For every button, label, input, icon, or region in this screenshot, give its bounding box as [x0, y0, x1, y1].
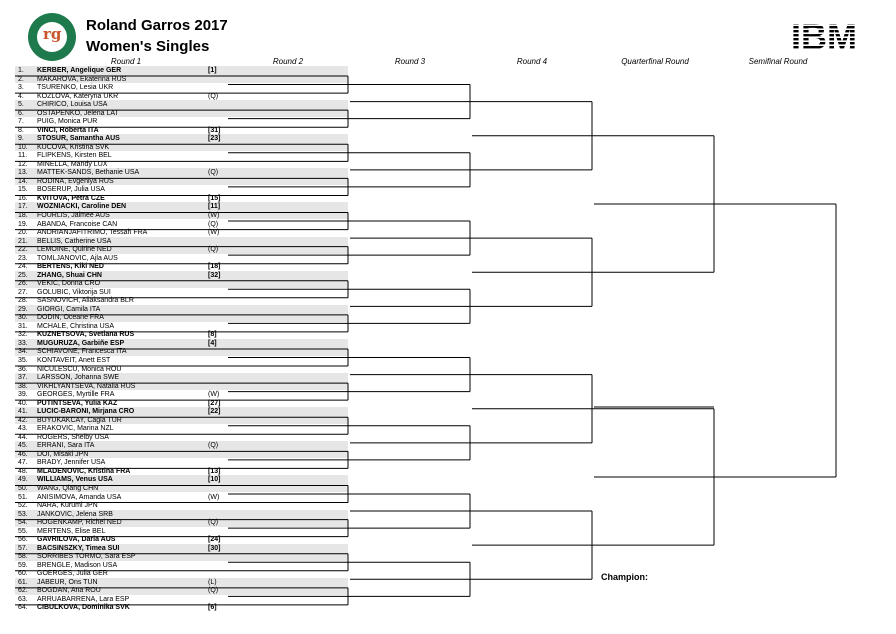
draw-position: 55. — [18, 527, 28, 535]
player-name: KOZLOVA, Kateryna UKR — [37, 92, 119, 100]
draw-position: 22. — [18, 246, 28, 254]
draw-position: 1. — [18, 67, 24, 74]
round-header-3: Round 3 — [394, 57, 426, 66]
draw-position: 12. — [18, 160, 28, 168]
draw-position: 62. — [18, 587, 28, 595]
draw-position: 60. — [18, 570, 28, 578]
player-name: TOMLJANOVIC, Ajla AUS — [37, 254, 118, 262]
player-name: KUZNETSOVA, Svetlana RUS — [37, 331, 135, 339]
draw-position: 48. — [18, 467, 28, 475]
draw-position: 8. — [18, 126, 24, 134]
player-name: JABEUR, Ons TUN — [37, 578, 98, 586]
player-name: ANISIMOVA, Amanda USA — [37, 493, 122, 501]
player-name: MINELLA, Mandy LUX — [37, 160, 108, 168]
draw-position: 13. — [18, 169, 28, 177]
player-name: OSTAPENKO, Jelena LAT — [37, 109, 119, 117]
player-name: ERAKOVIC, Marina NZL — [37, 425, 114, 433]
entry-tag: (W) — [208, 493, 220, 501]
seed-tag: [32] — [208, 271, 221, 279]
player-name: NARA, Kurumi JPN — [37, 502, 98, 510]
round-header-qf: Quarterfinal Round — [621, 57, 689, 66]
player-name: BACSINSZKY, Timea SUI — [37, 544, 120, 552]
draw-position: 42. — [18, 416, 28, 424]
draw-position: 63. — [18, 595, 28, 603]
player-name: STOSUR, Samantha AUS — [37, 135, 120, 143]
draw-position: 6. — [18, 109, 24, 117]
draw-position: 7. — [18, 118, 24, 126]
player-name: MLADENOVIC, Kristina FRA — [37, 467, 131, 475]
player-name: ROGERS, Shelby USA — [37, 433, 109, 441]
seed-tag: [23] — [208, 135, 221, 143]
entry-tag: (Q) — [208, 519, 219, 527]
player-name: LEMOINE, Quirine NED — [37, 246, 112, 254]
player-name: BRADY, Jennifer USA — [37, 459, 106, 467]
draw-position: 45. — [18, 442, 28, 450]
draw-position: 41. — [18, 408, 28, 416]
draw-position: 15. — [18, 186, 28, 194]
draw-position: 33. — [18, 339, 28, 347]
player-name: MAKAROVA, Ekaterina RUS — [37, 75, 127, 83]
seed-tag: [27] — [208, 399, 221, 407]
seed-tag: [10] — [208, 476, 221, 484]
draw-position: 49. — [18, 476, 28, 484]
page-title: Roland Garros 2017 — [86, 17, 228, 34]
draw-position: 39. — [18, 391, 28, 399]
draw-position: 14. — [18, 177, 28, 185]
player-name: GAVRILOVA, Daria AUS — [37, 536, 116, 544]
draw-position: 35. — [18, 357, 28, 365]
player-name: CHIRICO, Louisa USA — [37, 101, 108, 109]
draw-position: 29. — [18, 305, 28, 313]
draw-position: 10. — [18, 143, 28, 151]
player-name: VINCI, Roberta ITA — [37, 126, 99, 134]
draw-position: 28. — [18, 297, 28, 305]
draw-position: 58. — [18, 553, 28, 561]
player-name: MERTENS, Elise BEL — [37, 527, 106, 535]
player-name: SASNOVICH, Aliaksandra BLR — [37, 297, 134, 305]
draw-position: 21. — [18, 237, 28, 245]
draw-position: 56. — [18, 536, 28, 544]
draw-position: 23. — [18, 254, 28, 262]
player-name: MCHALE, Christina USA — [37, 322, 115, 330]
seed-tag: [22] — [208, 408, 221, 416]
entry-tag: (Q) — [208, 442, 219, 450]
player-name: CIBULKOVA, Dominika SVK — [37, 604, 130, 612]
player-name: DODIN, Oceane FRA — [37, 314, 104, 322]
draw-position: 34. — [18, 348, 28, 356]
svg-text:IBM: IBM — [791, 18, 857, 54]
seed-tag: [13] — [208, 467, 221, 475]
player-name: LARSSON, Johanna SWE — [37, 374, 120, 382]
draw-position: 20. — [18, 229, 28, 237]
round-header-sf: Semifinal Round — [748, 57, 808, 66]
draw-position: 50. — [18, 484, 28, 492]
player-name: GOLUBIC, Viktorija SUI — [37, 288, 111, 296]
player-name: VEKIC, Donna CRO — [37, 280, 101, 288]
player-name: KVITOVA, Petra CZE — [37, 194, 105, 202]
draw-position: 25. — [18, 271, 28, 279]
entry-tag: (L) — [208, 578, 217, 586]
seed-tag: [8] — [208, 331, 217, 339]
seed-tag: [11] — [208, 203, 221, 211]
round-header-4: Round 4 — [516, 57, 548, 66]
page-subtitle: Women's Singles — [86, 38, 210, 55]
player-name: HOGENKAMP, Richel NED — [37, 519, 122, 527]
player-name: WOZNIACKI, Caroline DEN — [37, 203, 127, 211]
player-name: PUIG, Monica PUR — [37, 118, 98, 126]
seed-tag: [24] — [208, 536, 221, 544]
draw-position: 2. — [18, 75, 24, 83]
player-name: TSURENKO, Lesia UKR — [37, 84, 114, 92]
draw-position: 40. — [18, 399, 28, 407]
draw-position: 37. — [18, 374, 28, 382]
player-name: SORRIBES TORMO, Sara ESP — [37, 553, 136, 561]
draw-position: 19. — [18, 220, 28, 228]
player-name: KERBER, Angelique GER — [37, 67, 122, 74]
logo-monogram: rg — [43, 25, 62, 43]
player-name: VIKHLYANTSEVA, Natalia RUS — [37, 382, 136, 390]
draw-position: 27. — [18, 288, 28, 296]
draw-position: 26. — [18, 280, 28, 288]
seed-tag: [4] — [208, 339, 217, 347]
entry-tag: (W) — [208, 212, 220, 219]
seed-tag: [31] — [208, 126, 221, 134]
draw-position: 47. — [18, 459, 28, 467]
player-name: ERRANI, Sara ITA — [37, 442, 95, 450]
round-header-1: Round 1 — [110, 57, 142, 66]
entry-tag: (Q) — [208, 587, 219, 595]
seed-tag: [18] — [208, 263, 221, 271]
player-name: RODINA, Evgeniya RUS — [37, 177, 114, 185]
draw-position: 54. — [18, 519, 28, 527]
entry-tag: (Q) — [208, 92, 219, 100]
player-name: KONTAVEIT, Anett EST — [37, 357, 111, 365]
player-name: ARRUABARRENA, Lara ESP — [37, 595, 130, 603]
player-name: BERTENS, Kiki NED — [37, 263, 104, 271]
draw-position: 52. — [18, 502, 28, 510]
entry-tag: (W) — [208, 229, 220, 237]
draw-position: 30. — [18, 314, 28, 322]
player-name: BOGDAN, Ana ROU — [37, 587, 101, 595]
entry-tag: (Q) — [208, 169, 219, 177]
seed-tag: [1] — [208, 67, 217, 74]
draw-position: 17. — [18, 203, 28, 211]
player-name: GIORGI, Camila ITA — [37, 305, 101, 313]
draw-position: 44. — [18, 433, 28, 441]
player-name: NICULESCU, Monica ROU — [37, 365, 122, 373]
player-name: ANDRIANJAFITRIMO, Tessah FRA — [37, 229, 148, 237]
player-name: KUCOVA, Kristina SVK — [37, 143, 110, 151]
player-name: WANG, Qiang CHN — [37, 484, 99, 492]
player-name: WILLIAMS, Venus USA — [37, 476, 113, 484]
draw-position: 64. — [18, 604, 28, 612]
player-name: MATTEK-SANDS, Bethanie USA — [37, 169, 140, 177]
draw-position: 53. — [18, 510, 28, 518]
draw-position: 59. — [18, 561, 28, 569]
player-name: FOURLIS, Jaimee AUS — [37, 212, 110, 219]
player-name: FLIPKENS, Kirsten BEL — [37, 152, 112, 160]
player-name: LUCIC-BARONI, Mirjana CRO — [37, 408, 135, 416]
draw-position: 38. — [18, 382, 28, 390]
round-header-2: Round 2 — [272, 57, 304, 66]
player-name: ABANDA, Francoise CAN — [37, 220, 118, 228]
draw-position: 61. — [18, 578, 28, 586]
draw-position: 4. — [18, 92, 24, 100]
draw-position: 18. — [18, 212, 28, 219]
entry-tag: (Q) — [208, 246, 219, 254]
draw-position: 36. — [18, 365, 28, 373]
seed-tag: [6] — [208, 604, 217, 612]
player-name: MUGURUZA, Garbiñe ESP — [37, 339, 125, 347]
entry-tag: (Q) — [208, 220, 219, 228]
draw-position: 16. — [18, 194, 28, 202]
draw-position: 11. — [18, 152, 28, 160]
draw-position: 5. — [18, 101, 24, 109]
seed-tag: [30] — [208, 544, 221, 552]
player-name: BUYUKAKCAY, Cagla TUR — [37, 416, 122, 424]
draw-position: 31. — [18, 322, 28, 330]
player-name: PUTINTSEVA, Yulia KAZ — [37, 399, 118, 407]
champion-label: Champion: — [601, 572, 648, 582]
seed-tag: [15] — [208, 194, 221, 202]
player-name: ZHANG, Shuai CHN — [37, 271, 102, 279]
draw-position: 32. — [18, 331, 28, 339]
player-name: SCHIAVONE, Francesca ITA — [37, 348, 127, 356]
player-name: DOI, Misaki JPN — [37, 450, 89, 458]
draw-position: 3. — [18, 84, 24, 92]
player-name: JANKOVIC, Jelena SRB — [37, 510, 113, 518]
draw-position: 43. — [18, 425, 28, 433]
player-name: BRENGLE, Madison USA — [37, 561, 118, 569]
draw-position: 51. — [18, 493, 28, 501]
player-name: BELLIS, Catherine USA — [37, 237, 112, 245]
draw-position: 57. — [18, 544, 28, 552]
player-name: BOSERUP, Julia USA — [37, 186, 105, 194]
draw-position: 24. — [18, 263, 28, 271]
entry-tag: (W) — [208, 391, 220, 399]
draw-position: 9. — [18, 135, 24, 143]
player-name: GOERGES, Julia GER — [37, 570, 108, 578]
draw-position: 46. — [18, 450, 28, 458]
player-name: GEORGES, Myrtille FRA — [37, 391, 115, 399]
